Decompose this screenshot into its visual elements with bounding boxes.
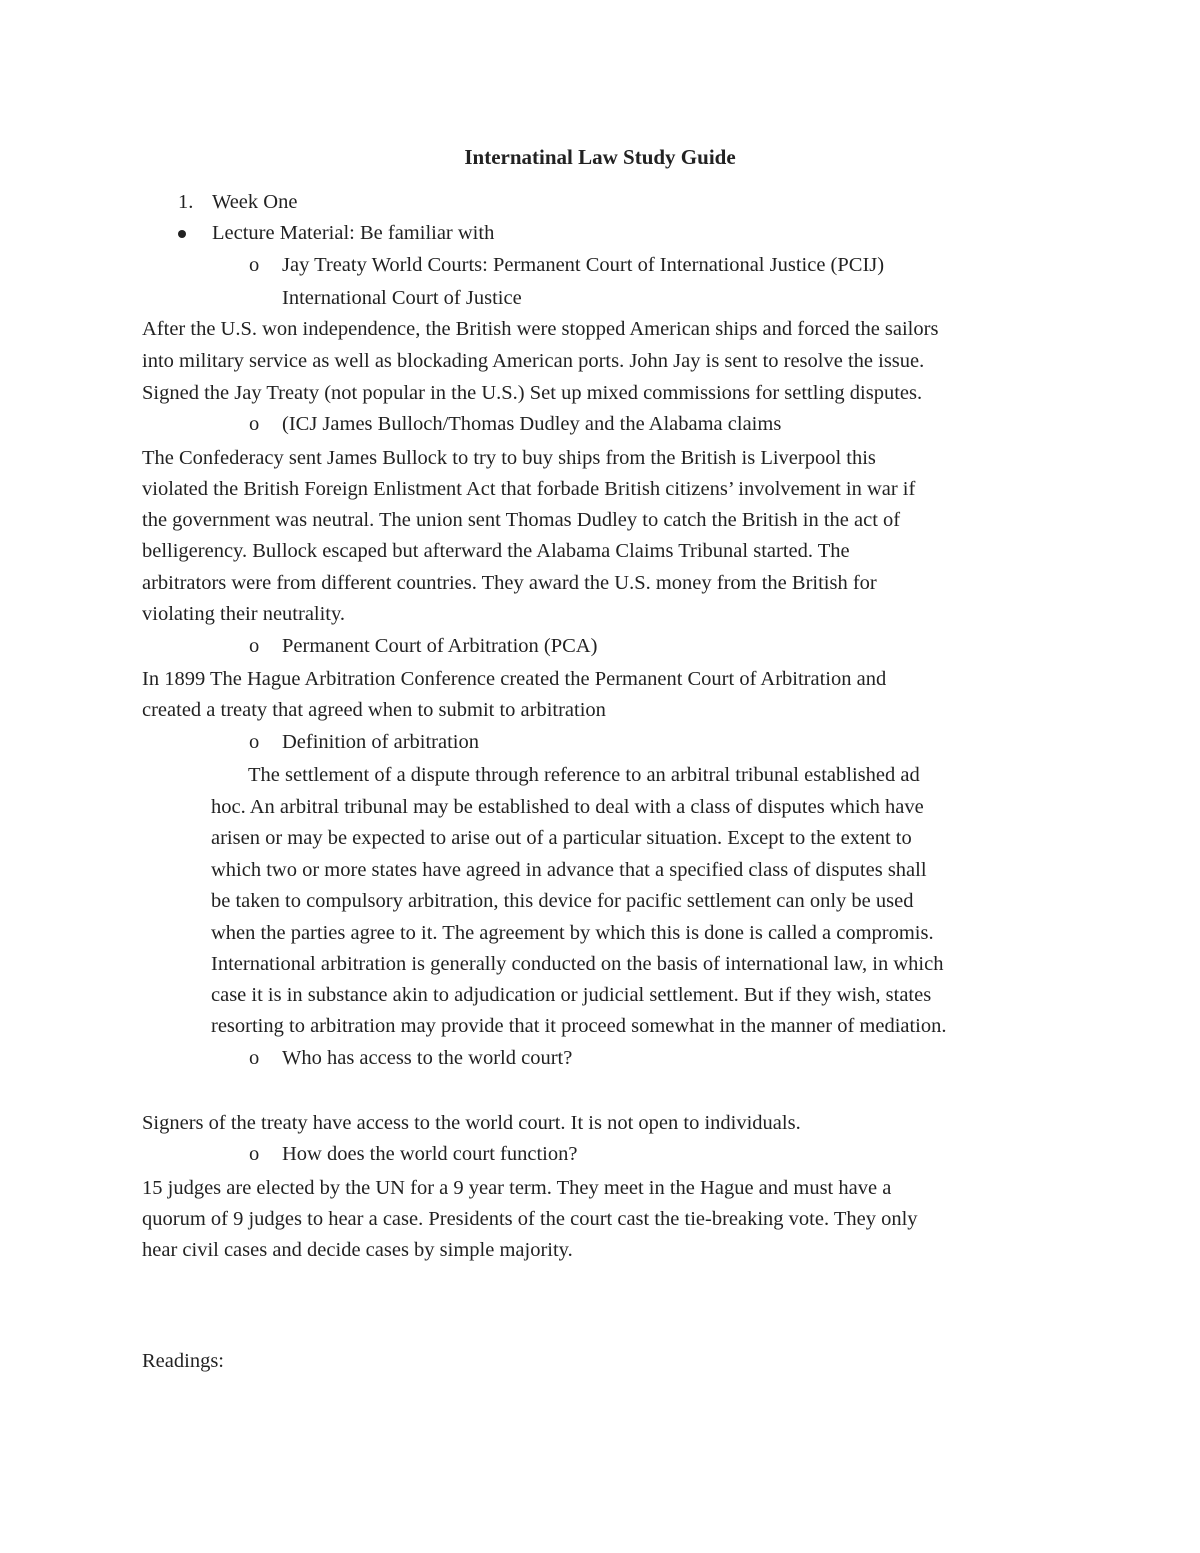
alabama-heading: (ICJ James Bulloch/Thomas Dudley and the Alabama claims xyxy=(282,413,782,435)
week-heading: Week One xyxy=(212,191,298,213)
sub-bullet-icon: o xyxy=(249,413,260,435)
jay-treaty-body-line: After the U.S. won independence, the British were stopped American ships and forced the sailors xyxy=(142,318,939,340)
function-body-line: hear civil cases and decide cases by simple majority. xyxy=(142,1239,573,1261)
definition-body-line: International arbitration is generally conducted on the basis of international law, in which xyxy=(211,953,944,975)
sub-bullet-icon: o xyxy=(249,1143,260,1165)
alabama-body-line: violating their neutrality. xyxy=(142,603,346,625)
jay-treaty-body-line: Signed the Jay Treaty (not popular in the U.S.) Set up mixed commissions for settling disputes. xyxy=(142,382,923,404)
alabama-body-line: the government was neutral. The union sent Thomas Dudley to catch the British in the act of xyxy=(142,509,901,531)
bullet-icon xyxy=(178,230,186,238)
pca-heading: Permanent Court of Arbitration (PCA) xyxy=(282,635,598,657)
definition-body-line: arisen or may be expected to arise out of a particular situation. Except to the extent to xyxy=(211,827,912,849)
readings-label: Readings: xyxy=(142,1350,224,1372)
alabama-body-line: arbitrators were from different countries. They award the U.S. money from the British for xyxy=(142,572,877,594)
definition-body-line: resorting to arbitration may provide that it proceed somewhat in the manner of mediation. xyxy=(211,1015,947,1037)
definition-body-line: when the parties agree to it. The agreement by which this is done is called a compromis. xyxy=(211,922,934,944)
function-body-line: quorum of 9 judges to hear a case. Presidents of the court cast the tie-breaking vote. They only xyxy=(142,1208,918,1230)
sub-bullet-icon: o xyxy=(249,1047,260,1069)
pca-body-line: created a treaty that agreed when to submit to arbitration xyxy=(142,699,606,721)
document-title: Internatinal Law Study Guide xyxy=(464,145,736,169)
function-heading: How does the world court function? xyxy=(282,1143,578,1165)
definition-body-line: The settlement of a dispute through reference to an arbitral tribunal established ad xyxy=(248,764,920,786)
pca-body-line: In 1899 The Hague Arbitration Conference created the Permanent Court of Arbitration and xyxy=(142,668,887,690)
sub-bullet-icon: o xyxy=(249,254,260,276)
alabama-body-line: belligerency. Bullock escaped but afterward the Alabama Claims Tribunal started. The xyxy=(142,540,850,562)
definition-body-line: hoc. An arbitral tribunal may be established to deal with a class of disputes which have xyxy=(211,796,924,818)
list-number: 1. xyxy=(178,191,194,213)
jay-treaty-heading-continued: International Court of Justice xyxy=(282,287,522,309)
access-body-line: Signers of the treaty have access to the world court. It is not open to individuals. xyxy=(142,1112,801,1134)
definition-body-line: which two or more states have agreed in advance that a specified class of disputes shall xyxy=(211,859,927,881)
lecture-label: Lecture Material: Be familiar with xyxy=(212,222,495,244)
alabama-body-line: The Confederacy sent James Bullock to try to buy ships from the British is Liverpool this xyxy=(142,447,876,469)
sub-bullet-icon: o xyxy=(249,731,260,753)
jay-treaty-body-line: into military service as well as blockading American ports. John Jay is sent to resolve the issue. xyxy=(142,350,925,372)
alabama-body-line: violated the British Foreign Enlistment Act that forbade British citizens’ involvement in war if xyxy=(142,478,916,500)
function-body-line: 15 judges are elected by the UN for a 9 year term. They meet in the Hague and must have a xyxy=(142,1177,892,1199)
definition-body-line: case it is in substance akin to adjudication or judicial settlement. But if they wish, states xyxy=(211,984,932,1006)
definition-heading: Definition of arbitration xyxy=(282,731,479,753)
access-heading: Who has access to the world court? xyxy=(282,1047,573,1069)
sub-bullet-icon: o xyxy=(249,635,260,657)
jay-treaty-heading: Jay Treaty World Courts: Permanent Court of International Justice (PCIJ) xyxy=(282,254,885,276)
definition-body-line: be taken to compulsory arbitration, this device for pacific settlement can only be used xyxy=(211,890,914,912)
